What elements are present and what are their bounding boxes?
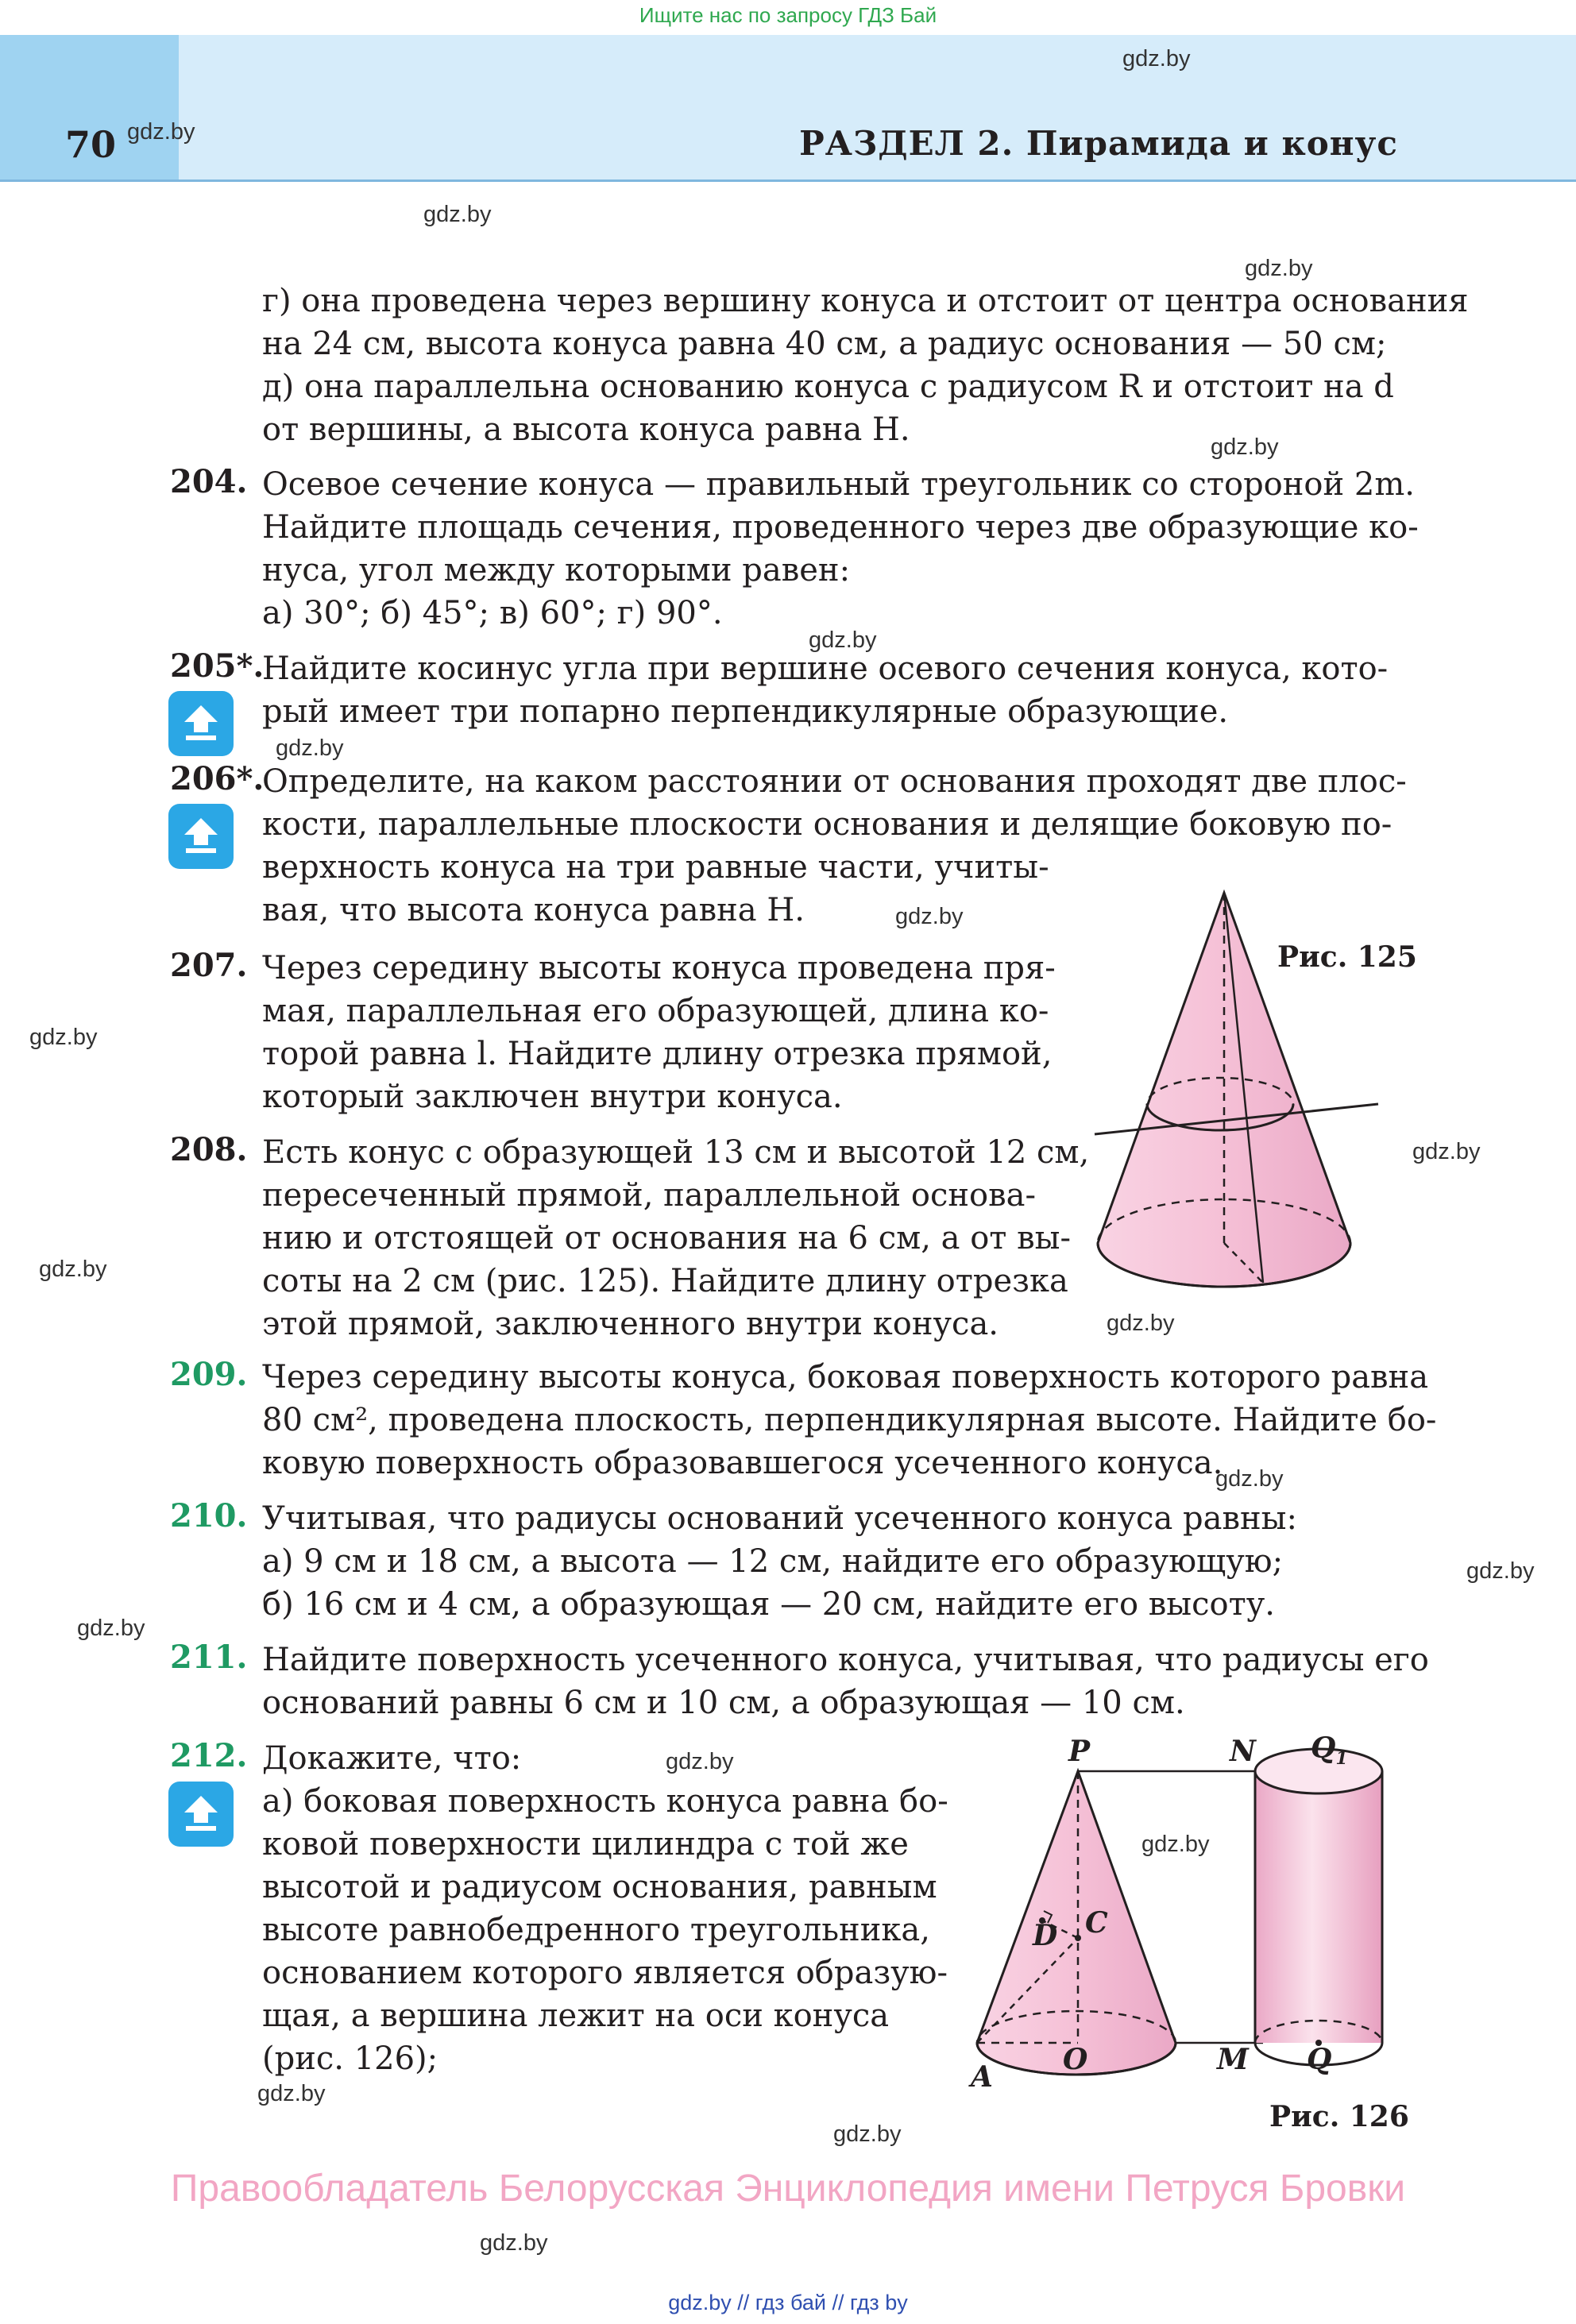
text-line: торой равна l. Найдите длину отрезка прямой, (262, 1036, 1053, 1072)
watermark: gdz.by (29, 1025, 98, 1050)
text-line: Есть конус с образующей 13 см и высотой 12 см, (262, 1134, 1090, 1171)
text-line: высоте равнобедренного треугольника, (262, 1912, 930, 1948)
watermark: gdz.by (480, 2230, 548, 2256)
label-n: N (1230, 1735, 1256, 1768)
watermark: gdz.by (1215, 1466, 1284, 1492)
text-line: нуса, угол между которыми равен: (262, 552, 851, 589)
problem-number: 210. (170, 1497, 248, 1535)
text-line: д) она параллельна основанию конуса с радиусом R и отстоит на d (262, 369, 1394, 405)
text-line: вая, что высота конуса равна H. (262, 892, 805, 928)
watermark: gdz.by (1211, 434, 1279, 460)
text-line: который заключен внутри конуса. (262, 1079, 843, 1115)
text-line: верхность конуса на три равные части, учиты- (262, 849, 1049, 886)
text-line: нию и отстоящей от основания на 6 см, а от вы- (262, 1220, 1072, 1257)
label-c: C (1085, 1906, 1108, 1940)
watermark: gdz.by (1122, 46, 1191, 71)
problem-number: 204. (170, 463, 248, 500)
upload-icon[interactable] (168, 691, 234, 756)
label-m: M (1217, 2043, 1249, 2076)
text-line: от вершины, а высота конуса равна H. (262, 411, 910, 448)
watermark: gdz.by (809, 627, 877, 653)
watermark: gdz.by (1107, 1311, 1175, 1336)
problem-number: 207. (170, 947, 248, 984)
text-line: ковой поверхности цилиндра с той же (262, 1826, 909, 1863)
watermark: gdz.by (77, 1616, 145, 1641)
problem-number: 212. (170, 1737, 248, 1774)
text-line: г) она проведена через вершину конуса и отстоит от центра основания (262, 283, 1469, 319)
watermark: gdz.by (276, 735, 344, 761)
label-a: A (971, 2060, 993, 2094)
text-line: 80 см², проведена плоскость, перпендикулярная высоте. Найдите бо- (262, 1402, 1437, 1438)
text-line: Найдите косинус угла при вершине осевого сечения конуса, кото- (262, 650, 1389, 687)
text-line: (рис. 126); (262, 2040, 438, 2077)
top-note: Ищите нас по запросу ГДЗ Бай (639, 3, 937, 27)
watermark: gdz.by (1245, 256, 1313, 281)
label-d: D (1033, 1919, 1058, 1952)
text-line: мая, параллельная его образующей, длина ко- (262, 993, 1049, 1029)
copyright-footer: Правообладатель Белорусская Энциклопедия имени Петруся Бровки (170, 2168, 1406, 2210)
text-line: рый имеет три попарно перпендикулярные образующие. (262, 693, 1229, 730)
bottom-links[interactable]: gdz.by // гдз бай // гдз by (668, 2291, 908, 2314)
text-line: этой прямой, заключенного внутри конуса. (262, 1306, 999, 1342)
text-line: высотой и радиусом основания, равным (262, 1869, 937, 1905)
text-line: на 24 см, высота конуса равна 40 см, а радиус основания — 50 см; (262, 326, 1387, 362)
watermark: gdz.by (1412, 1139, 1481, 1164)
text-line: Учитывая, что радиусы оснований усеченного конуса равны: (262, 1500, 1297, 1537)
text-line: оснований равны 6 см и 10 см, а образующая — 10 см. (262, 1685, 1185, 1721)
upload-icon[interactable] (168, 804, 234, 869)
figure-caption: Рис. 126 (1269, 2100, 1409, 2133)
text-line: б) 16 см и 4 см, а образующая — 20 см, найдите его высоту. (262, 1586, 1275, 1623)
watermark: gdz.by (833, 2121, 902, 2147)
text-line: а) 30°; б) 45°; в) 60°; г) 90°. (262, 595, 723, 631)
text-line: кости, параллельные плоскости основания и делящие боковую по- (262, 806, 1393, 843)
watermark: gdz.by (423, 202, 492, 227)
text-line: Определите, на каком расстоянии от основания проходят две плос- (262, 763, 1407, 800)
text-line: Через середину высоты конуса, боковая поверхность которого равна (262, 1359, 1429, 1396)
header-divider (0, 180, 1576, 182)
text-line: основанием которого является образую- (262, 1955, 948, 1991)
text-line: соты на 2 см (рис. 125). Найдите длину отрезка (262, 1263, 1068, 1299)
label-q1: $Q_1$ (1311, 1731, 1348, 1770)
label-o: O (1063, 2043, 1088, 2076)
watermark: gdz.by (666, 1749, 734, 1774)
watermark: gdz.by (257, 2081, 326, 2106)
text-line: а) 9 см и 18 см, а высота — 12 см, найдите его образующую; (262, 1543, 1284, 1580)
watermark: gdz.by (1141, 1832, 1210, 1857)
watermark: gdz.by (895, 904, 964, 929)
watermark: gdz.by (39, 1257, 107, 1282)
text-line: Через середину высоты конуса проведена пря- (262, 950, 1056, 986)
text-line: а) боковая поверхность конуса равна бо- (262, 1783, 948, 1820)
problem-number: 211. (170, 1639, 248, 1676)
problem-number: 209. (170, 1356, 248, 1393)
problem-number: 205*. (170, 647, 265, 685)
upload-icon[interactable] (168, 1782, 234, 1847)
cone-cylinder-figure-126 (953, 1731, 1398, 2097)
watermark: gdz.by (1466, 1558, 1535, 1584)
text-line: Найдите площадь сечения, проведенного через две образующие ко- (262, 509, 1419, 546)
page-number: 70 (65, 123, 117, 166)
figure-caption: Рис. 125 (1277, 940, 1417, 974)
text-line: Докажите, что: (262, 1740, 522, 1777)
label-p: P (1068, 1735, 1091, 1768)
problem-number: 206*. (170, 760, 265, 797)
section-title: РАЗДЕЛ 2. Пирамида и конус (799, 124, 1398, 163)
text-line: щая, а вершина лежит на оси конуса (262, 1998, 890, 2034)
text-line: ковую поверхность образовавшегося усеченного конуса. (262, 1445, 1223, 1481)
text-line: Найдите поверхность усеченного конуса, учитывая, что радиусы его (262, 1642, 1429, 1678)
watermark: gdz.by (127, 119, 195, 145)
problem-number: 208. (170, 1131, 248, 1168)
text-line: Осевое сечение конуса — правильный треугольник со стороной 2m. (262, 466, 1415, 503)
text-line: пересеченный прямой, параллельной основа- (262, 1177, 1036, 1214)
label-q: Q (1307, 2043, 1332, 2076)
